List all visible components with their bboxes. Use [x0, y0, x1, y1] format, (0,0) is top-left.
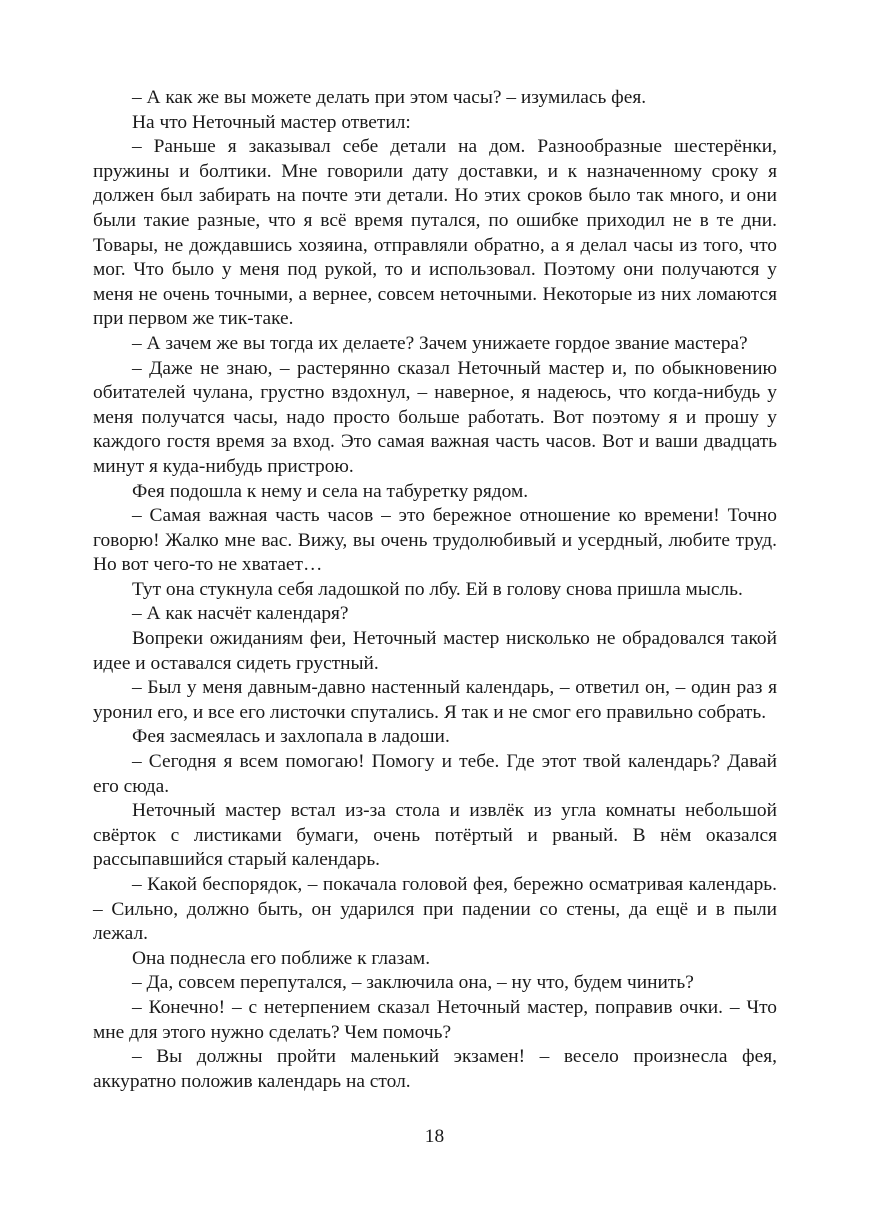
page-number: 18 — [424, 1126, 445, 1147]
paragraph: Неточный мастер встал из-за стола и извлёк из угла комнаты небольшой свёрток с листиками бумаги, очень потёртый и рваный. В нём оказался рассыпавшийся старый календарь. — [93, 800, 777, 871]
paragraph: – А как же вы можете делать при этом часы? – изумилась фея. — [132, 87, 647, 108]
paragraph: – Конечно! – с нетерпением сказал Неточный мастер, поправив очки. – Что мне для этого нужно сделать? Чем помочь? — [93, 996, 777, 1043]
paragraph: – Самая важная часть часов – это бережное отношение ко времени! Точно говорю! Жалко мне вас. Вижу, вы очень трудолюбивый и усердный, любите труд. Но вот чего-то не хватает… — [93, 505, 777, 576]
paragraph: – Сегодня я всем помогаю! Помогу и тебе. Где этот твой календарь? Давай его сюда. — [93, 751, 777, 797]
paragraph: Фея засмеялась и захлопала в ладоши. — [132, 726, 450, 748]
paragraph: Вопреки ожиданиям феи, Неточный мастер нисколько не обрадовался такой идее и оставался сидеть грустный. — [93, 628, 777, 674]
page-body — [93, 86, 777, 1094]
paragraph: – А как насчёт календаря? — [132, 603, 349, 625]
paragraph: – Да, совсем перепутался, – заключила она, – ну что, будем чинить? — [132, 972, 694, 994]
paragraph: Она поднесла его поближе к глазам. — [132, 947, 431, 969]
paragraph: На что Неточный мастер ответил: — [132, 111, 411, 133]
paragraph: – Какой беспорядок, – покачала головой фея, бережно осматривая календарь. – Сильно, должно быть, он ударился при падении со стены, да ещё и в пыли лежал. — [93, 874, 777, 945]
paragraph: Фея подошла к нему и села на табуретку рядом. — [132, 480, 529, 502]
paragraph: – Раньше я заказывал себе детали на дом. Разнообразные шестерёнки, пружины и болтики. Мне говорили дату доставки, и к назначенному сроку я должен был забирать на почте эти детали. Но этих сроков было так много, и они были такие разные, что я всё время путался, по ошибке приходил не в те дни. Товары, не дождавшись хозяина, отправляли обратно, а я делал часы из того, что мог. Что было у меня под рукой, то и использовал. Поэтому они получаются у меня не очень точными, а вернее, совсем неточными. Некоторые из них ломаются при первом же тик-таке. — [93, 136, 777, 330]
paragraph: Тут она стукнула себя ладошкой по лбу. Ей в голову снова пришла мысль. — [132, 578, 743, 600]
paragraph: – Даже не знаю, – растерянно сказал Неточный мастер и, по обыкновению обитателей чулана, грустно вздохнул, – наверное, я надеюсь, что когда-нибудь у меня получатся часы, надо просто больше работать. Вот поэтому я и прошу у каждого гостя время за вход. Это самая важная часть часов. Вот и ваши двадцать минут я куда-нибудь пристрою. — [93, 357, 777, 477]
paragraph: – А зачем же вы тогда их делаете? Зачем унижаете гордое звание мастера? — [132, 332, 748, 354]
paragraph: – Вы должны пройти маленький экзамен! – весело произнесла фея, аккуратно положив календарь на стол. — [93, 1046, 777, 1092]
paragraph: – Был у меня давным-давно настенный календарь, – ответил он, – один раз я уронил его, и все его листочки спутались. Я так и не смог его правильно собрать. — [93, 677, 777, 723]
